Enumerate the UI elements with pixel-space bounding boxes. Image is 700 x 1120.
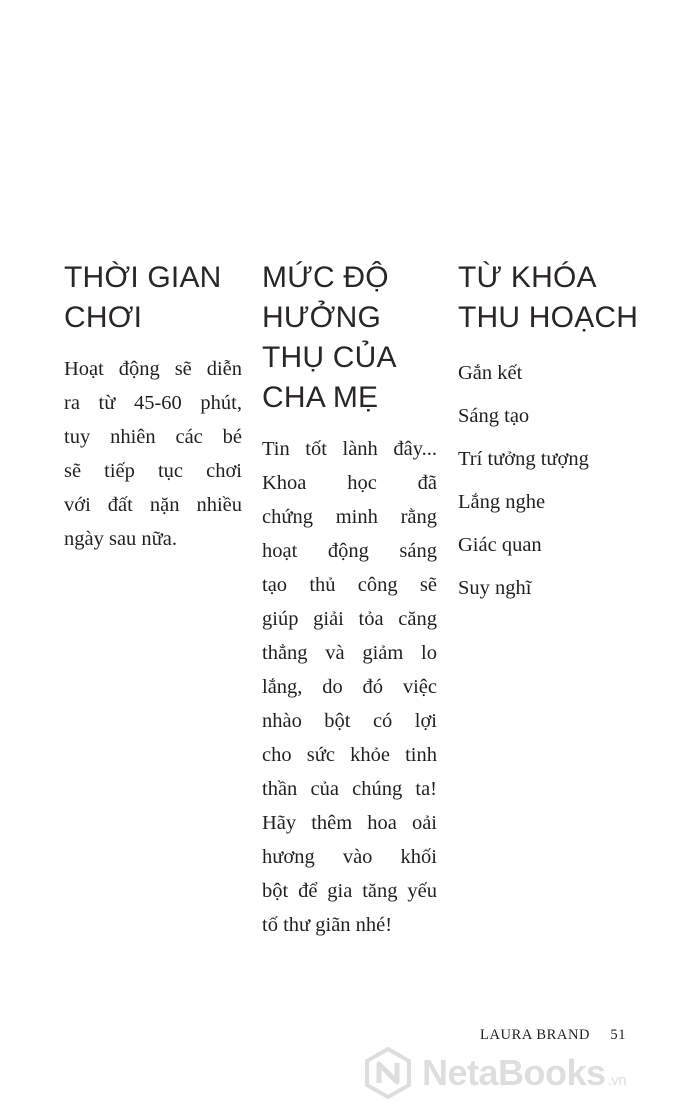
text-line: hương vào khối bbox=[262, 846, 437, 868]
heading-parent-enjoyment bbox=[262, 258, 437, 418]
heading-play-time bbox=[64, 258, 242, 338]
text-line: hoạt động sáng bbox=[262, 540, 437, 562]
text-line: ra từ 45-60 phút, bbox=[64, 392, 242, 414]
heading-line: TỪ KHÓA bbox=[458, 261, 597, 294]
text-line: Hoạt động sẽ diễn bbox=[64, 358, 242, 380]
heading-line: THU HOẠCH bbox=[458, 301, 639, 334]
keyword-item: Trí tưởng tượng bbox=[458, 448, 589, 470]
text-line: thần của chúng ta! bbox=[262, 778, 437, 800]
heading-line: CHA MẸ bbox=[262, 381, 379, 414]
keyword-item: Gắn kết bbox=[458, 362, 523, 384]
netabooks-watermark bbox=[362, 1046, 626, 1100]
text-line: tố thư giãn nhé! bbox=[262, 914, 393, 936]
keyword-item: Sáng tạo bbox=[458, 405, 530, 427]
text-line: sẽ tiếp tục chơi bbox=[64, 460, 242, 482]
paragraph-play-time bbox=[64, 352, 242, 556]
watermark-brand: NetaBooks .vn bbox=[422, 1052, 627, 1093]
heading-line: MỨC ĐỘ bbox=[262, 261, 389, 294]
text-line: Khoa học đã bbox=[262, 472, 437, 494]
keyword-item: Lắng nghe bbox=[458, 491, 546, 513]
heading-keywords bbox=[458, 258, 648, 338]
column-keywords bbox=[458, 258, 648, 610]
keyword-item: Giác quan bbox=[458, 534, 542, 556]
heading-line: HƯỞNG bbox=[262, 301, 382, 334]
footer-author: LAURA BRAND bbox=[480, 1027, 591, 1043]
column-parent-enjoyment bbox=[262, 258, 437, 942]
text-line: bột để gia tăng yếu bbox=[262, 880, 437, 902]
text-line: giúp giải tỏa căng bbox=[262, 608, 437, 630]
paragraph-parent-enjoyment bbox=[262, 432, 437, 942]
text-line: ngày sau nữa. bbox=[64, 528, 178, 550]
text-line: chứng minh rằng bbox=[262, 506, 437, 528]
keyword-item: Suy nghĩ bbox=[458, 577, 532, 599]
text-line: cho sức khỏe tinh bbox=[262, 744, 437, 766]
n-hexagon-logo-icon bbox=[362, 1047, 414, 1099]
text-line: Tin tốt lành đây... bbox=[262, 438, 437, 460]
column-play-time bbox=[64, 258, 242, 556]
text-line: tạo thủ công sẽ bbox=[262, 574, 437, 596]
text-line: với đất nặn nhiều bbox=[64, 494, 242, 516]
page-number: 51 bbox=[610, 1027, 627, 1043]
text-line: nhào bột có lợi bbox=[262, 710, 437, 732]
text-line: lắng, do đó việc bbox=[262, 676, 437, 698]
heading-line: THỜI GIAN bbox=[64, 261, 222, 294]
heading-line: THỤ CỦA bbox=[262, 341, 397, 374]
text-line: thẳng và giảm lo bbox=[262, 642, 437, 664]
page-footer bbox=[480, 1027, 626, 1044]
text-line: Hãy thêm hoa oải bbox=[262, 812, 437, 834]
heading-line: CHƠI bbox=[64, 301, 143, 334]
text-line: tuy nhiên các bé bbox=[64, 426, 242, 448]
keyword-list bbox=[458, 352, 648, 610]
